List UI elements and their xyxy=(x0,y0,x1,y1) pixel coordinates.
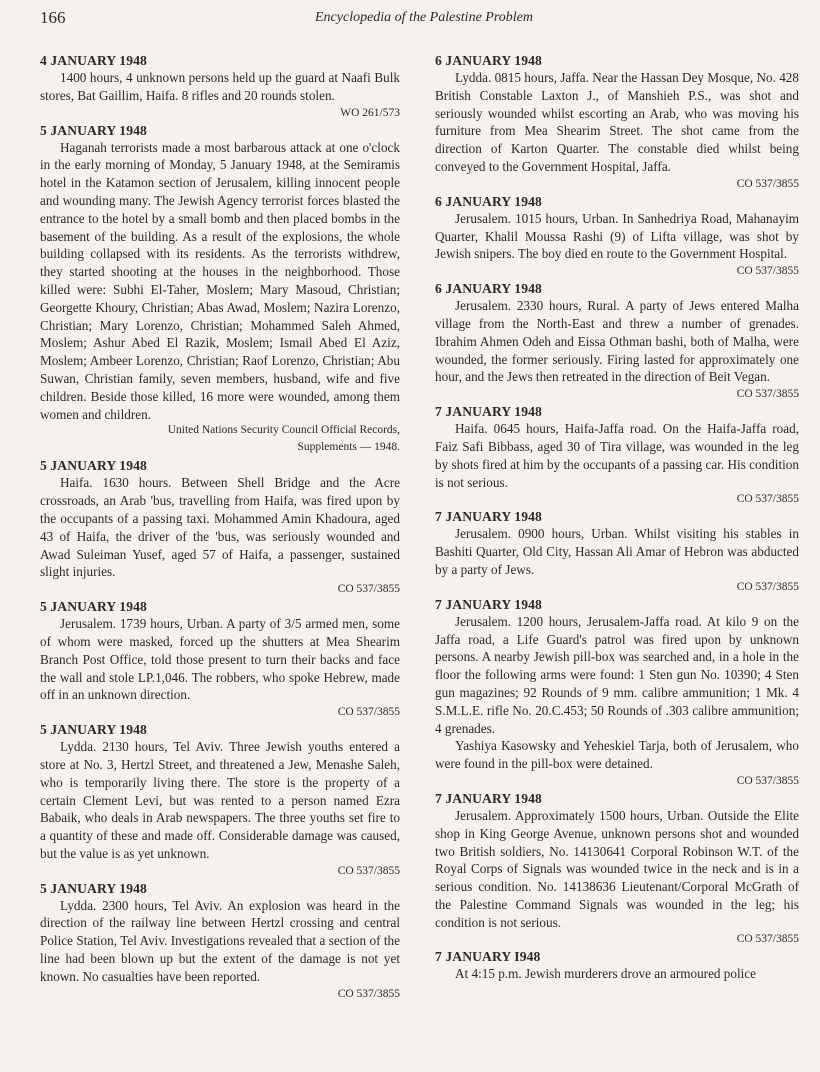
entry-body: Haganah terrorists made a most barbarous attack at one o'clock in the early morning of Monday, 5 January 1948, at the Semiramis hotel in the Katamon section of Jerusalem, killing innocent people and wounding many. The Jewish Agency terrorist forces blasted the entrance to the hotel by a small bomb and then placed bombs in the basement of the building. As a result of the explosions, the whole building collapsed with its residents. As the terrorists withdrew, they started shooting at the houses in the neighborhood. Those killed were: Subhi El-Taher, Moslem; Mary Masoud, Christian; Georgette Khoury, Christian; Abas Awad, Moslem; Nazira Lorenzo, Christian; Mary Lorenzo, Christian; Mohammed Saleh Ahmed, Moslem; Ashur Abed El Razik, Moslem; Ismail Abed El Aziz, Moslem; Ambeer Lorenzo, Christian; Raof Lorenzo, Christian; Abu Suwan, Christian family, seven members, husband, wife and five children. Beside those killed, 16 more were wounded, among them women and children. xyxy=(40,139,400,422)
entry xyxy=(40,721,400,879)
entry-body: Yashiya Kasowsky and Yeheskiel Tarja, both of Jerusalem, who were found in the pill-box were detained. xyxy=(435,738,799,772)
source-citation: CO 537/3855 xyxy=(736,493,799,506)
entry-date: 6 JANUARY 1948 xyxy=(435,53,542,68)
entry xyxy=(40,598,400,720)
page-number: 166 xyxy=(40,8,66,27)
entry-body: Haifa. 1630 hours. Between Shell Bridge and the Acre crossroads, an Arab 'bus, travelling from Haifa, was fired upon by the occupants of a passing taxi. Mohammed Amin Khadoura, aged 43 of Haifa, the driver of the 'bus, was seriously wounded and Awad Suleiman Yusef, aged 57 of Haifa, a passenger, sustained slight injuries. xyxy=(40,475,400,580)
entry-body: Jerusalem. 1200 hours, Jerusalem-Jaffa road. At kilo 9 on the Jaffa road, a Life Guard's patrol was fired upon by unknown persons. A nearby Jewish pill-box was searched and, in a hole in the floor the following arms were found: 1 Sten gun No. 10390; 4 Sten gun magazines; 92 Rounds of 9 mm. calibre ammunition; 1 Mk. 4 S.M.L.E. rifle No. 20.C.453; 50 Rounds of .303 calibre ammunition; 4 grenades. xyxy=(435,613,799,736)
entry-date: 7 JANUARY 1948 xyxy=(435,790,542,806)
entry xyxy=(435,948,799,983)
entry-date: 7 JANUARY 1948 xyxy=(435,404,542,420)
source-citation: CO 537/3855 xyxy=(337,583,400,596)
source-citation: CO 537/3855 xyxy=(736,933,799,946)
entry-date: 7 JANUARY 1948 xyxy=(435,596,542,612)
entry-body: Jerusalem. 0900 hours, Urban. Whilst visiting his stables in Bashiti Quarter, Old City, Hassan Ali Amar of Hebron was abducted by a party of Jews. xyxy=(435,526,799,577)
entry-body: At 4:15 p.m. Jewish murderers drove an armoured police xyxy=(455,966,757,982)
source-citation: CO 537/3855 xyxy=(736,774,799,787)
entry-body: Jerusalem. 1739 hours, Urban. A party of 3/5 armed men, some of whom were masked, forced up the shutters at Mea Shearim Branch Post Office, told those present to turn their backs and face the wall and stole LP.1,046. The robbers, who spoke Hebrew, made off in an unknown direction. xyxy=(40,616,400,703)
entry-body: Jerusalem. Approximately 1500 hours, Urban. Outside the Elite shop in King George Avenue, unknown persons shot and wounded two British soldiers, No. 14130641 Corporal Robinson W.T. of the Royal Corps of Signals was wounded twice in the neck and is in a serious condition. No. 14138636 Lieutenant/Corporal McGrath of the Palestine Command Signals was wounded in the leg; his condition is not serious. xyxy=(435,807,799,930)
entry-date: 4 JANUARY 1948 xyxy=(40,53,147,68)
entry-body: Jerusalem. 2330 hours, Rural. A party of Jews entered Malha village from the North-East and threw a number of grenades. Ibrahim Ahmen Odeh and Eissa Othman bashi, both of Malha, were wounded, the former seriously. Firing lasted for approximately one hour, and the Jews then retreated in the direction of Beit Vegan. xyxy=(435,298,799,385)
source-citation: CO 537/3855 xyxy=(736,177,799,190)
source-citation: Supplements — 1948. xyxy=(297,441,400,454)
source-citation: CO 537/3855 xyxy=(736,388,799,401)
entry-body: 1400 hours, 4 unknown persons held up the guard at Naafi Bulk stores, Bat Gaillim, Haifa. 8 rifles and 20 rounds stolen. xyxy=(40,70,400,103)
entry-body: Jerusalem. 1015 hours, Urban. In Sanhedriya Road, Mahanayim Quarter, Khalil Moussa Rashi (9) of Lifta village, was shot by Jewish snipers. The boy died en route to the Government Hospital. xyxy=(435,210,799,262)
entry-body: Lydda. 2300 hours, Tel Aviv. An explosion was heard in the direction of the railway line between Hertzl crossing and central Police Station, Tel Aviv. Investigations revealed that a section of the line had been blown up but the extent of the damage is not yet known. No casualties have been reported. xyxy=(40,897,400,984)
source-citation: WO 261/573 xyxy=(340,106,400,119)
entry xyxy=(435,596,799,789)
entry xyxy=(435,508,799,594)
entry-body: Lydda. 0815 hours, Jaffa. Near the Hassan Dey Mosque, No. 428 British Constable Laxton J., of Manshieh P.S., was shot and seriously wounded whilst escorting an Arab, who was moving his furniture from Mea Shearim Street. The shot came from the direction of Karton Quarter. The constable died whilst being conveyed to the Government Hospital, Jaffa. xyxy=(435,70,799,174)
source-citation: CO 537/3855 xyxy=(337,987,400,1000)
entry xyxy=(435,403,799,507)
right-column xyxy=(435,52,799,983)
entry-date: 7 JANUARY 1948 xyxy=(435,509,542,525)
entry-date: 5 JANUARY 1948 xyxy=(40,880,147,896)
source-citation: CO 537/3855 xyxy=(736,265,799,278)
source-citation: United Nations Security Council Official Records, xyxy=(167,424,400,437)
source-citation: CO 537/3855 xyxy=(337,864,400,877)
source-citation: CO 537/3855 xyxy=(736,580,799,593)
entry-date: 5 JANUARY 1948 xyxy=(40,599,147,615)
entry xyxy=(40,52,400,121)
entry xyxy=(40,122,400,456)
entry-date: 5 JANUARY 1948 xyxy=(40,458,147,474)
entry xyxy=(435,52,799,192)
entry xyxy=(40,880,400,1002)
entry-body: Haifa. 0645 hours, Haifa-Jaffa road. On the Haifa-Jaffa road, Faiz Safi Bibbass, aged 30 of Tira village, was wounded in the leg by shots fired at him by the occupants of a passing car. His condition is not serious. xyxy=(435,421,799,490)
entry xyxy=(435,790,799,948)
entry-body: Lydda. 2130 hours, Tel Aviv. Three Jewish youths entered a store at No. 3, Hertzl Street, and threatened a Jew, Menashe Saleh, who is temporarily living there. The store is the property of a certain Clement Levi, but was rented to a person named Ezra Babaik, who deals in Arab newspapers. The three youths set fire to a quantity of these and made off. Considerable damage was caused, but the value is as yet unknown. xyxy=(40,739,400,861)
left-column xyxy=(40,52,400,1003)
source-citation: CO 537/3855 xyxy=(337,706,400,719)
entry-date: 6 JANUARY 1948 xyxy=(435,281,542,297)
entry-date: 6 JANUARY 1948 xyxy=(435,193,542,209)
entry xyxy=(435,280,799,402)
entry-date: 7 JANUARY I948 xyxy=(435,949,541,965)
entry-date: 5 JANUARY 1948 xyxy=(40,722,147,738)
entry-date: 5 JANUARY 1948 xyxy=(40,122,147,138)
running-title: Encyclopedia of the Palestine Problem xyxy=(315,10,533,25)
page-header xyxy=(40,8,808,30)
entry xyxy=(435,193,799,279)
entry xyxy=(40,457,400,597)
